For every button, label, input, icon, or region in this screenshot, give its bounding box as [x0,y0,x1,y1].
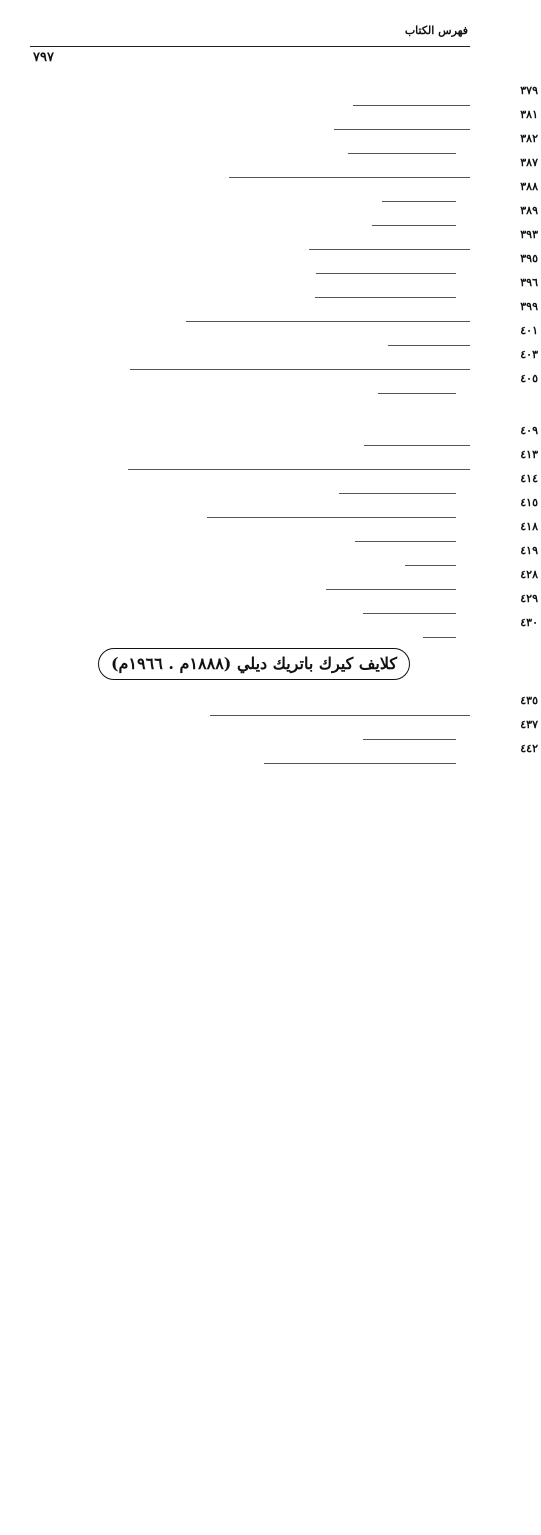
toc-entry [38,180,538,204]
title-underline [355,541,456,542]
toc-entry-page-number: ٣٨١ [38,108,541,901]
toc-entry [38,132,538,156]
toc-entry-page-number: ٣٩٣ [38,228,541,1021]
toc-entry [38,228,538,252]
title-underline [339,493,456,494]
title-underline [130,369,470,370]
toc-entry [38,348,538,372]
toc-entry-page-number: ٤١٨ [38,520,541,1313]
toc-entry-page-number: ٤٣٧ [38,718,541,1511]
title-underline [315,297,456,298]
title-underline [388,345,470,346]
toc-entry-page-number: ٣٨٧ [38,156,541,949]
title-underline [372,225,456,226]
toc-entry-page-number: ٣٩٩ [38,300,541,1093]
title-underline [186,321,470,322]
toc-entry [38,276,538,300]
toc-entry [38,472,538,496]
title-underline [229,177,470,178]
toc-entry [38,156,538,180]
title-underline [210,715,470,716]
toc-entry-page-number: ٣٨٩ [38,204,541,997]
running-title: فهرس الكتاب [404,24,468,37]
toc-entry-page-number: ٤٠٩ [38,424,541,1217]
toc-entry-page-number: ٤١٥ [38,496,541,1289]
title-underline [378,393,456,394]
running-header [30,22,470,47]
toc-entry [38,520,538,544]
toc-entry [38,544,538,568]
title-underline [128,469,470,470]
toc-entry-page-number: ٤٠٥ [38,372,541,1165]
toc-entry [38,496,538,520]
toc-entry [38,616,538,640]
toc-entry [38,694,538,718]
part-heading-box [38,646,470,686]
toc-entry-page-number: ٤٣٥ [38,694,541,1487]
title-underline [316,273,456,274]
title-underline [363,613,456,614]
toc-entry-page-number: ٤١٩ [38,544,541,1337]
title-underline [334,129,470,130]
toc-entry-page-number: ٣٩٦ [38,276,541,1069]
toc-entry-page-number: ٤٢٩ [38,592,541,1385]
toc-entry-page-number: ٤٤٢ [38,742,541,1535]
title-underline [264,763,456,764]
toc-entry [38,108,538,132]
toc-entry-page-number: ٤٠١ [38,324,541,1117]
toc-entry [38,204,538,228]
toc-entry [38,324,538,348]
part-title: كلايف كيرك باتريك ديلي (١٨٨٨م . ١٩٦٦م) [98,648,410,680]
toc-entry [38,592,538,616]
toc-entry-page-number: ٣٨٢ [38,132,541,925]
toc-entry-page-number: ٣٩٥ [38,252,541,1045]
toc-entry-page-number: ٤٢٨ [38,568,541,1361]
toc-entry-page-number: ٤١٤ [38,472,541,1265]
title-underline [353,105,470,106]
title-underline [309,249,470,250]
title-underline [363,739,456,740]
page-number: ٧٩٧ [33,50,54,65]
toc-entry [38,84,538,108]
toc-entry-page-number: ٣٨٨ [38,180,541,973]
toc-entry [38,252,538,276]
toc-entry [38,300,538,324]
title-underline [326,589,456,590]
toc-entry [38,568,538,592]
toc-entry [38,742,538,766]
title-underline [207,517,456,518]
toc-entry [38,424,538,448]
toc-entry [38,372,538,396]
toc-entry-page-number: ٤٠٣ [38,348,541,1141]
title-underline [405,565,456,566]
toc-entry-page-number: ٤٣٠ [38,616,541,1409]
title-underline [423,637,456,638]
title-underline [382,201,456,202]
title-underline [364,445,470,446]
toc-entry-page-number: ٤١٣ [38,448,541,1241]
title-underline [348,153,456,154]
toc-entry [38,448,538,472]
toc-entry [38,718,538,742]
table-of-contents [38,84,538,766]
toc-entry-page-number: ٣٧٩ [38,84,541,877]
